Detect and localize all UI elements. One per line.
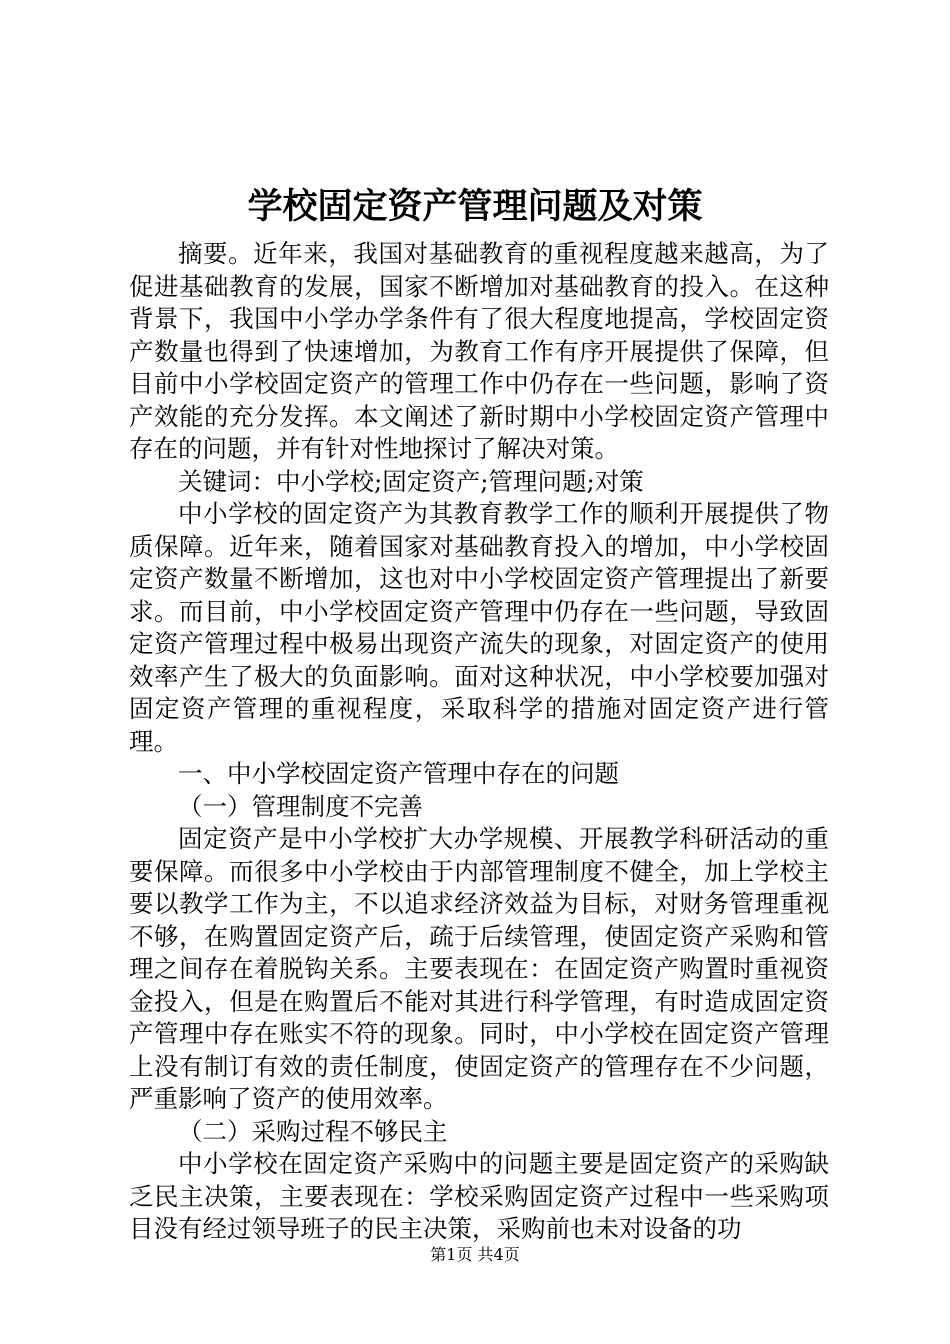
body-paragraph: 中小学校在固定资产采购中的问题主要是固定资产的采购缺乏民主决策，主要表现在：学校采购固定资产过程中一些采购项目没有经过领导班子的民主决策，采购前也未对设备的功 [129,1149,829,1243]
document-body [129,238,829,1246]
body-paragraph: 固定资产是中小学校扩大办学规模、开展教学科研活动的重要保障。而很多中小学校由于内部管理制度不健全，加上学校主要以教学工作为主，不以追求经济效益为目标，对财务管理重视不够，在购置固定资产后，疏于后续管理，使固定资产采购和管理之间存在着脱钩关系。主要表现在：在固定资产购置时重视资金投入，但是在购置后不能对其进行科学管理，有时造成固定资产管理中存在账实不符的现象。同时，中小学校在固定资产管理上没有制订有效的责任制度，使固定资产的管理存在不少问题，严重影响了资产的使用效率。 [129,824,829,1113]
document-title: 学校固定资产管理问题及对策 [247,186,703,227]
subsection-heading: （二）采购过程不够民主 [178,1116,448,1146]
keywords-paragraph: 关键词：中小学校;固定资产;管理问题;对策 [178,466,644,496]
section-heading: 一、中小学校固定资产管理中存在的问题 [178,759,619,788]
abstract-paragraph: 摘要。近年来，我国对基础教育的重视程度越来越高，为了促进基础教育的发展，国家不断增加对基础教育的投入。在这种背景下，我国中小学办学条件有了很大程度地提高，学校固定资产数量也得到了快速增加，为教育工作有序开展提供了保障，但目前中小学校固定资产的管理工作中仍存在一些问题，影响了资产效能的充分发挥。本文阐述了新时期中小学校固定资产管理中存在的问题，并有针对性地探讨了解决对策。 [129,239,829,463]
body-paragraph: 中小学校的固定资产为其教育教学工作的顺利开展提供了物质保障。近年来，随着国家对基础教育投入的增加，中小学校固定资产数量不断增加，这也对中小学校固定资产管理提出了新要求。而目前，中小学校固定资产管理中仍存在一些问题，导致固定资产管理过程中极易出现资产流失的现象，对固定资产的使用效率产生了极大的负面影响。面对这种状况，中小学校要加强对固定资产管理的重视程度，采取科学的措施对固定资产进行管理。 [129,499,829,756]
subsection-heading: （一）管理制度不完善 [178,791,423,821]
page-number-footer: 第1页 共4页 [430,1245,520,1264]
